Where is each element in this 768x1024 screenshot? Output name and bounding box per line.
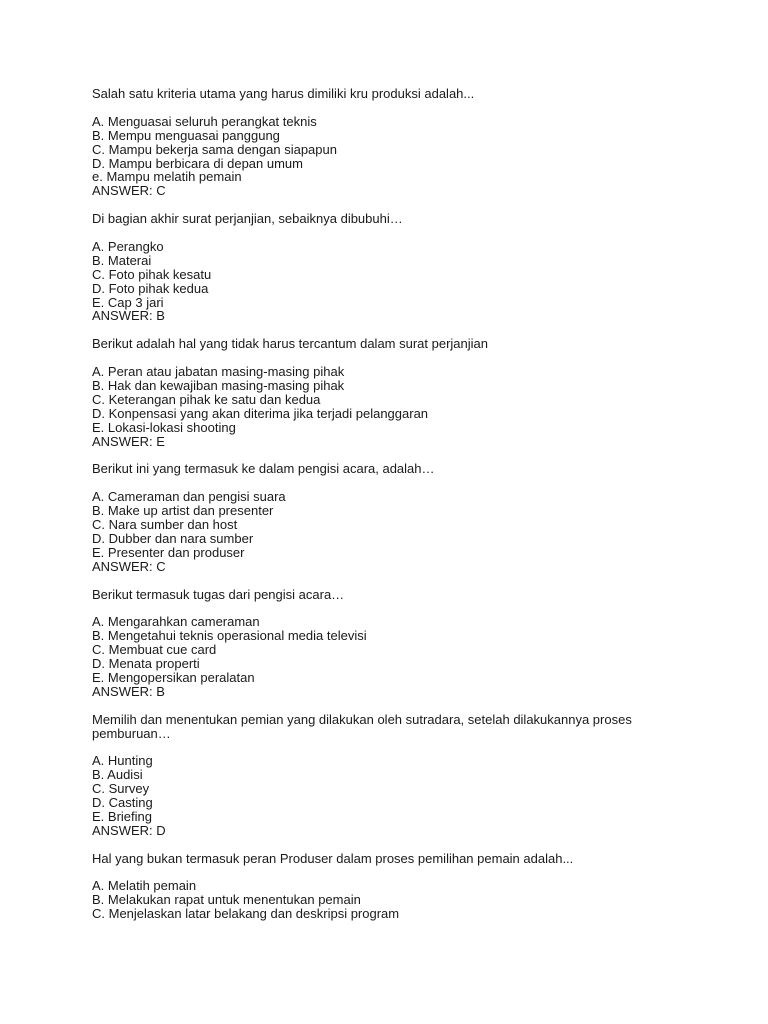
option-b: B. Make up artist dan presenter	[92, 503, 274, 519]
answer-key: ANSWER: C	[92, 558, 166, 574]
option-e: E. Mengopersikan peralatan	[92, 669, 255, 685]
option-a: A. Mengarahkan cameraman	[92, 614, 260, 630]
option-b: B. Audisi	[92, 767, 143, 783]
question-text: Hal yang bukan termasuk peran Produser dalam proses pemilihan pemain adalah...	[92, 850, 574, 866]
question-block-5	[92, 588, 652, 699]
option-e: E. Lokasi-lokasi shooting	[92, 419, 236, 435]
answer-key: ANSWER: E	[92, 433, 165, 449]
question-text: Di bagian akhir surat perjanjian, sebaiknya dibubuhi…	[92, 211, 403, 227]
option-d: D. Konpensasi yang akan diterima jika terjadi pelanggaran	[92, 405, 429, 421]
option-a: A. Menguasai seluruh perangkat teknis	[92, 113, 317, 129]
question-block-2	[92, 212, 652, 323]
option-c: C. Survey	[92, 781, 150, 797]
answer-key: ANSWER: B	[92, 683, 165, 699]
option-d: D. Mampu berbicara di depan umum	[92, 155, 303, 171]
question-block-7	[92, 852, 652, 922]
option-a: A. Cameraman dan pengisi suara	[92, 489, 286, 505]
question-text: Berikut ini yang termasuk ke dalam pengisi acara, adalah…	[92, 461, 435, 477]
option-a: A. Peran atau jabatan masing-masing pihak	[92, 364, 345, 380]
option-a: A. Hunting	[92, 753, 153, 769]
option-c: C. Membuat cue card	[92, 642, 217, 658]
option-a: A. Perangko	[92, 238, 164, 254]
option-b: B. Materai	[92, 252, 152, 268]
option-e: E. Briefing	[92, 808, 152, 824]
answer-key: ANSWER: C	[92, 183, 166, 199]
option-d: D. Foto pihak kedua	[92, 280, 209, 296]
option-d: D. Dubber dan nara sumber	[92, 530, 254, 546]
option-d: D. Casting	[92, 795, 153, 811]
option-b: B. Mengetahui teknis operasional media televisi	[92, 628, 367, 644]
option-c: C. Mampu bekerja sama dengan siapapun	[92, 141, 337, 157]
question-text: Salah satu kriteria utama yang harus dimiliki kru produksi adalah...	[92, 86, 475, 101]
question-block-6	[92, 713, 652, 838]
option-c: C. Foto pihak kesatu	[92, 266, 212, 282]
question-text: Berikut adalah hal yang tidak harus tercantum dalam surat perjanjian	[92, 336, 489, 352]
option-a: A. Melatih pemain	[92, 878, 197, 894]
option-b: B. Hak dan kewajiban masing-masing pihak	[92, 377, 345, 393]
option-e: E. Cap 3 jari	[92, 294, 164, 310]
answer-key: ANSWER: D	[92, 822, 166, 838]
option-d: D. Menata properti	[92, 656, 200, 672]
question-block-4	[92, 462, 652, 573]
option-c: C. Menjelaskan latar belakang dan deskripsi program	[92, 906, 400, 922]
answer-key: ANSWER: B	[92, 308, 165, 324]
option-b: B. Mempu menguasai panggung	[92, 127, 280, 143]
question-block-1	[92, 87, 652, 198]
question-block-3	[92, 337, 652, 448]
option-c: C. Nara sumber dan host	[92, 516, 238, 532]
question-text: Berikut termasuk tugas dari pengisi acara…	[92, 586, 345, 602]
option-c: C. Keterangan pihak ke satu dan kedua	[92, 391, 321, 407]
option-e: e. Mampu melatih pemain	[92, 169, 242, 185]
question-text: Memilih dan menentukan pemian yang dilakukan oleh sutradara, setelah dilakukannya proses pemburuan…	[92, 711, 632, 741]
option-e: E. Presenter dan produser	[92, 544, 245, 560]
document-page	[92, 87, 652, 935]
option-b: B. Melakukan rapat untuk menentukan pemain	[92, 892, 361, 908]
